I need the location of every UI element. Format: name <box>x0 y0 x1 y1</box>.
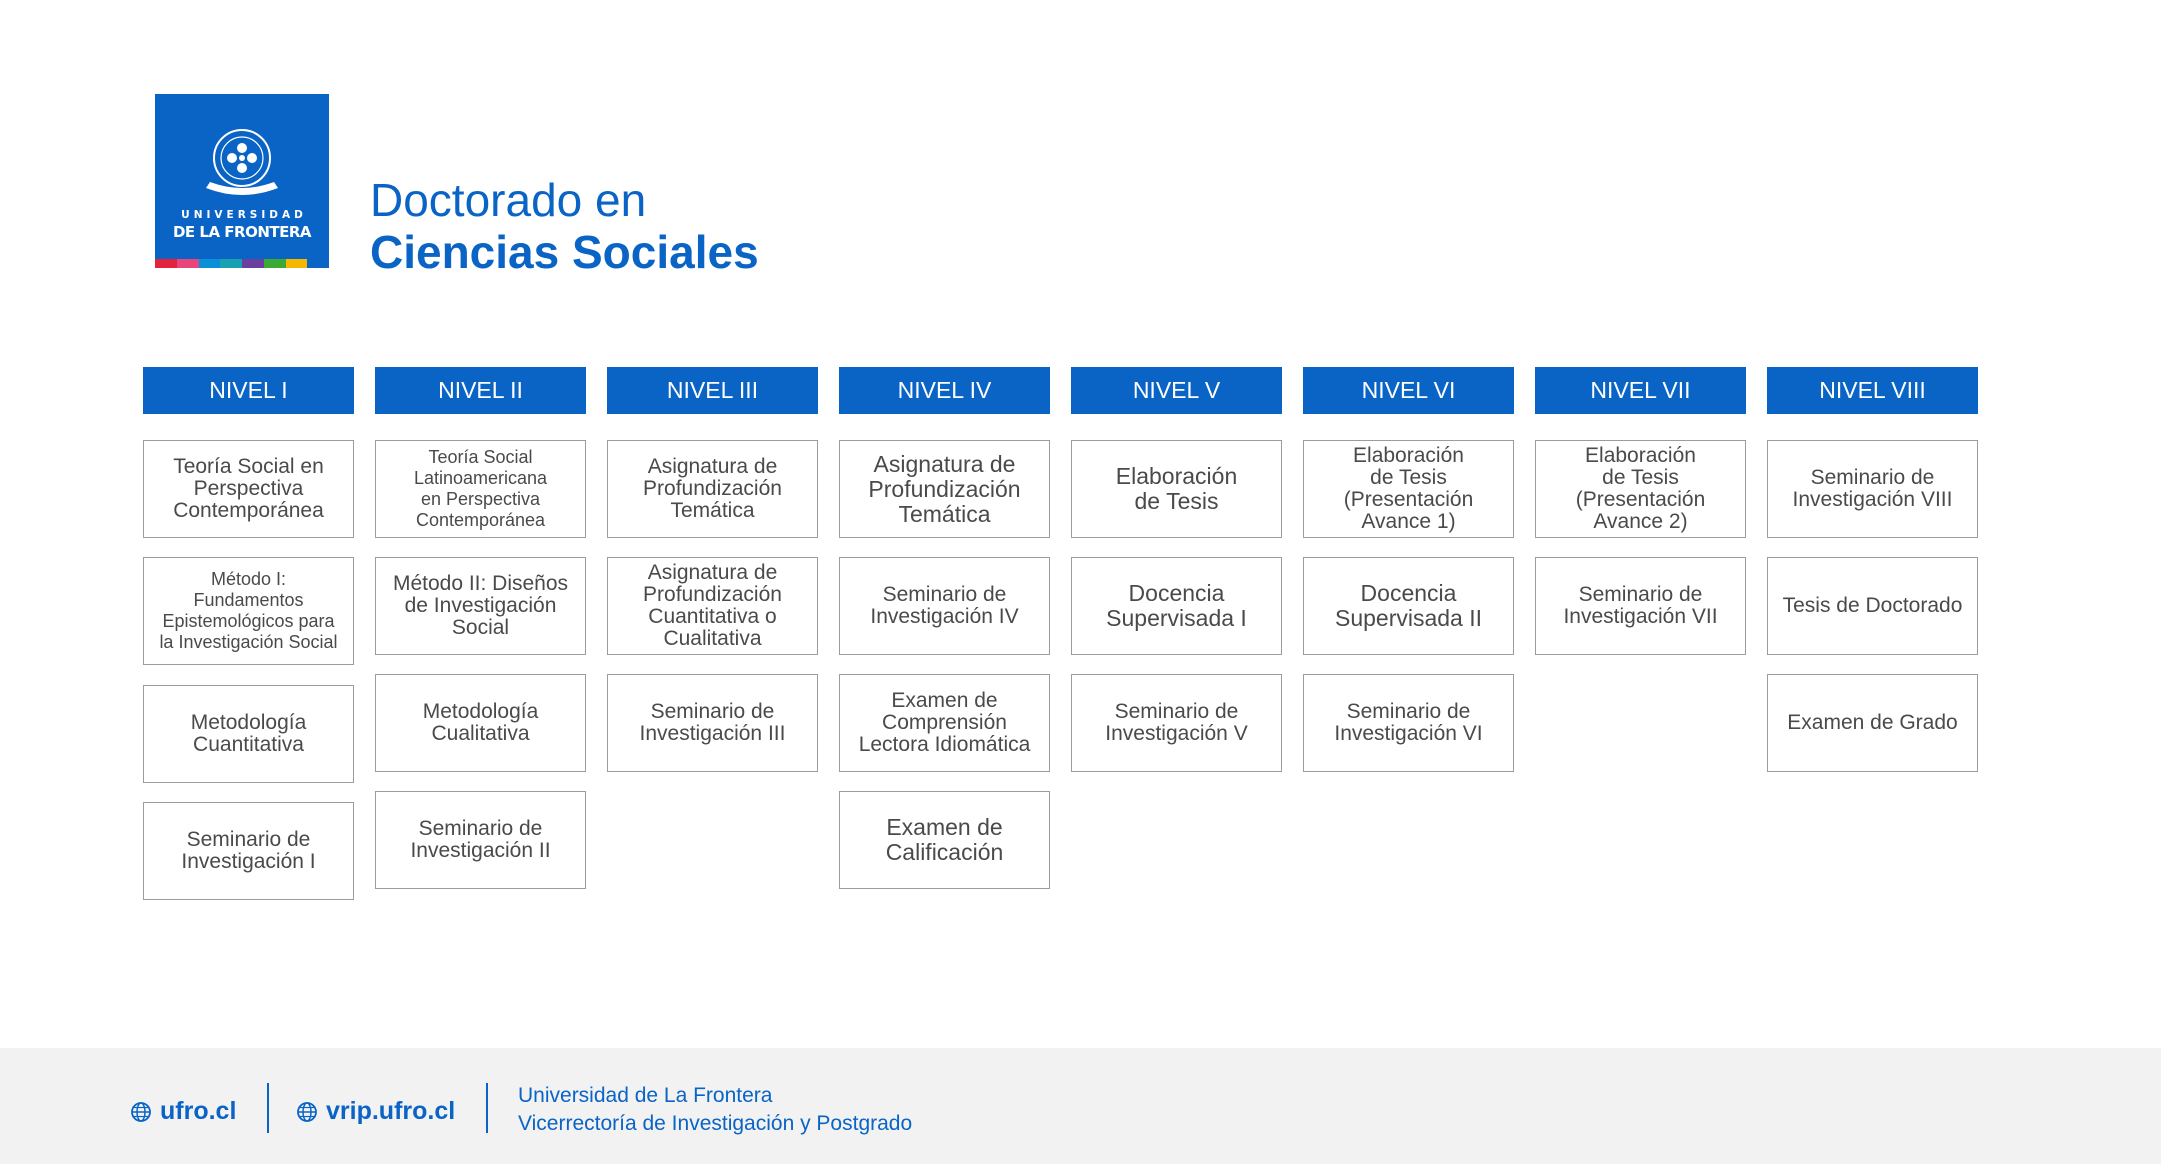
footer-org-name: Universidad de La Frontera <box>518 1084 773 1107</box>
course-box: Seminario de Investigación IV <box>839 557 1050 655</box>
footer-organization <box>518 1082 912 1138</box>
program-title <box>370 174 759 278</box>
globe-icon <box>130 1101 152 1123</box>
course-box: Seminario de Investigación II <box>375 791 586 889</box>
level-header: NIVEL VIII <box>1767 367 1978 414</box>
course-box: Método II: Diseños de Investigación Social <box>375 557 586 655</box>
course-box: Asignatura de Profundización Cuantitativa o Cualitativa <box>607 557 818 655</box>
course-box: Examen de Calificación <box>839 791 1050 889</box>
footer-divider <box>267 1083 269 1133</box>
logo-color-stripe <box>155 259 329 268</box>
footer-org-department: Vicerrectoría de Investigación y Postgrado <box>518 1112 913 1135</box>
footer-link-ufro-label: ufro.cl <box>160 1097 237 1125</box>
course-box: Examen de Grado <box>1767 674 1978 772</box>
course-box: Asignatura de Profundización Temática <box>607 440 818 538</box>
university-logo <box>155 94 329 268</box>
logo-stripe-segment <box>220 259 242 268</box>
course-box: Seminario de Investigación III <box>607 674 818 772</box>
course-box: Teoría Social Latinoamericana en Perspectiva Contemporánea <box>375 440 586 538</box>
course-box: Docencia Supervisada I <box>1071 557 1282 655</box>
globe-icon <box>296 1101 318 1123</box>
course-box: Elaboración de Tesis (Presentación Avance 1) <box>1303 440 1514 538</box>
logo-stripe-segment <box>286 259 308 268</box>
level-header: NIVEL I <box>143 367 354 414</box>
course-box: Asignatura de Profundización Temática <box>839 440 1050 538</box>
logo-text-line2: DE LA FRONTERA <box>172 223 312 241</box>
footer-link-ufro[interactable] <box>130 1097 236 1126</box>
course-box: Elaboración de Tesis (Presentación Avance 2) <box>1535 440 1746 538</box>
footer-link-vrip-label: vrip.ufro.cl <box>326 1097 456 1125</box>
course-box: Seminario de Investigación I <box>143 802 354 900</box>
level-header: NIVEL VII <box>1535 367 1746 414</box>
course-box: Examen de Comprensión Lectora Idiomática <box>839 674 1050 772</box>
course-box: Tesis de Doctorado <box>1767 557 1978 655</box>
level-header: NIVEL VI <box>1303 367 1514 414</box>
course-box: Elaboración de Tesis <box>1071 440 1282 538</box>
footer <box>0 1048 2161 1164</box>
logo-stripe-segment <box>264 259 286 268</box>
level-header: NIVEL V <box>1071 367 1282 414</box>
course-box: Seminario de Investigación VIII <box>1767 440 1978 538</box>
university-seal-icon <box>200 124 284 202</box>
course-box: Teoría Social en Perspectiva Contemporánea <box>143 440 354 538</box>
logo-text-line1: UNIVERSIDAD <box>181 209 307 221</box>
level-header: NIVEL II <box>375 367 586 414</box>
footer-link-vrip[interactable] <box>296 1097 455 1126</box>
course-box: Metodología Cualitativa <box>375 674 586 772</box>
course-box: Metodología Cuantitativa <box>143 685 354 783</box>
level-header: NIVEL III <box>607 367 818 414</box>
logo-stripe-segment <box>199 259 221 268</box>
course-box: Seminario de Investigación VII <box>1535 557 1746 655</box>
logo-stripe-segment <box>155 259 177 268</box>
title-line2: Ciencias Sociales <box>370 226 759 278</box>
title-line1: Doctorado en <box>370 174 647 226</box>
logo-stripe-segment <box>177 259 199 268</box>
course-box: Seminario de Investigación V <box>1071 674 1282 772</box>
course-box: Docencia Supervisada II <box>1303 557 1514 655</box>
course-box: Seminario de Investigación VI <box>1303 674 1514 772</box>
level-header: NIVEL IV <box>839 367 1050 414</box>
logo-stripe-segment <box>242 259 264 268</box>
course-box: Método I: Fundamentos Epistemológicos para la Investigación Social <box>143 557 354 665</box>
logo-stripe-segment <box>307 259 329 268</box>
footer-divider <box>486 1083 488 1133</box>
